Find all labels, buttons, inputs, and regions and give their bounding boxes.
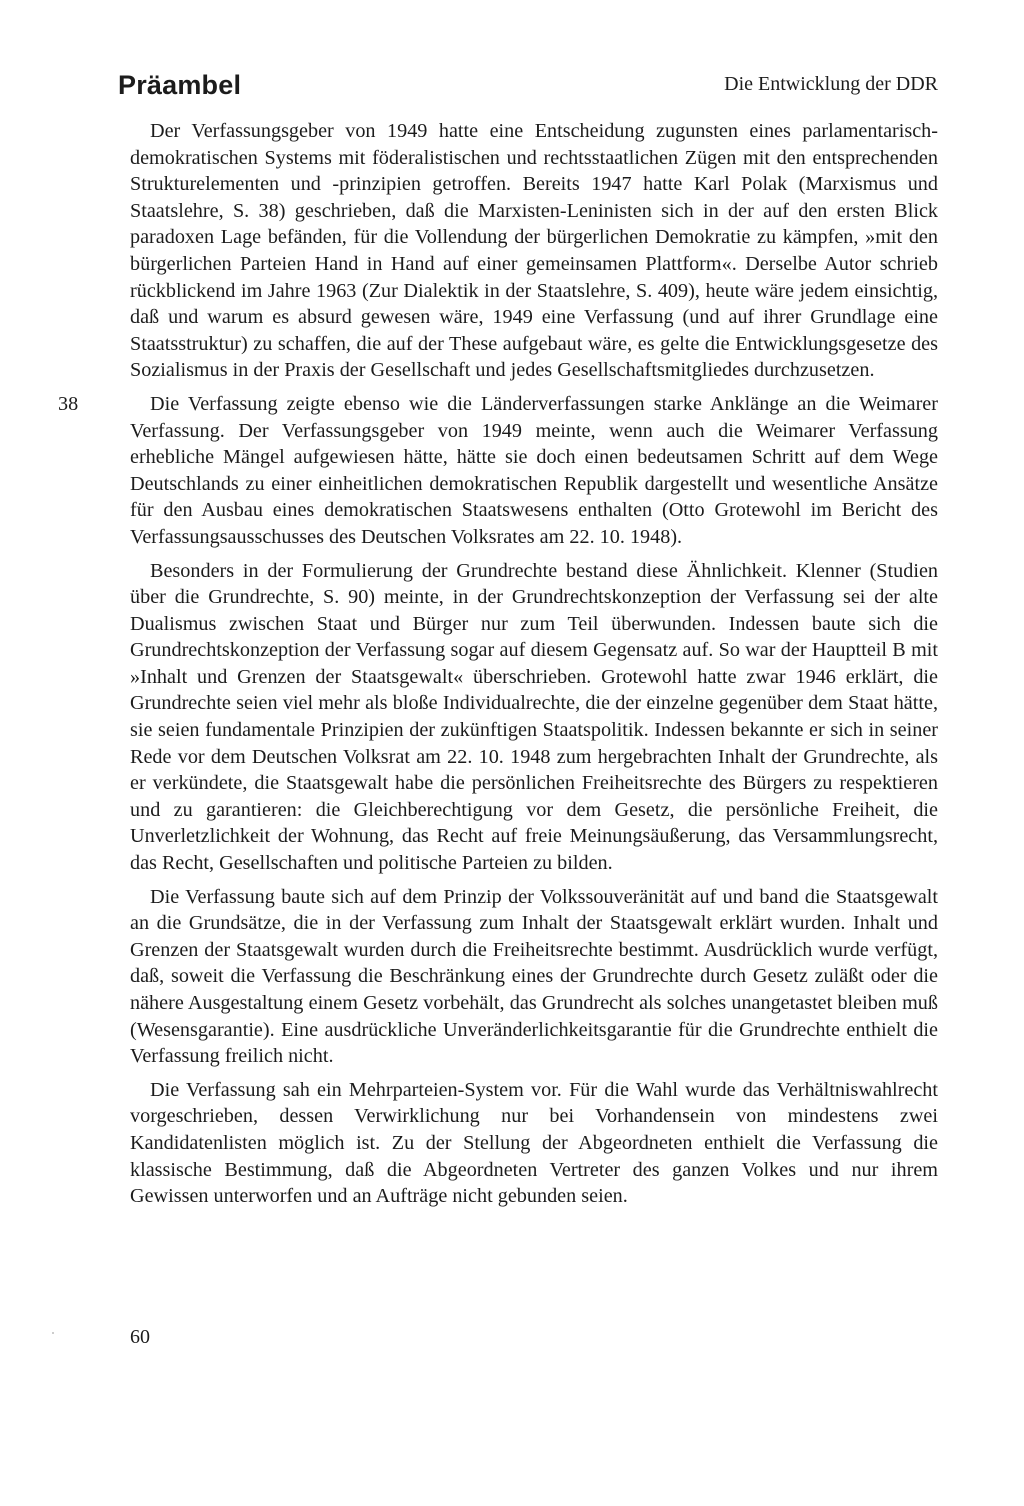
paragraph-text: Der Verfassungsgeber von 1949 hatte eine Entscheidung zugunsten eines parlamentarisch-demokratischen Systems mit föderalistischen und rechtsstaatlichen Zügen mit den entsprechenden Strukturelementen und -prinzipien getroffen. Bereits 1947 hatte Karl Polak (Marxismus und Staatslehre, S. 38) geschrieben, daß die Marxisten-Leninisten sich in der auf den ersten Blick paradoxen Lage befänden, für die Vollendung der bürgerlichen Demokratie zu kämpfen, »mit den bürgerlichen Parteien Hand in Hand auf einer gemeinsamen Plattform«. Derselbe Autor schrieb rückblickend im Jahre 1963 (Zur Dialektik in der Staatslehre, S. 409), heute wäre jedem einsichtig, daß und warum es absurd gewesen wäre, 1949 eine Verfassung (und auf ihrer Grundlage eine Staatsstruktur) zu schaffen, die auf der These aufgebaut wäre, es gelte die Entwicklungsgesetze des Sozialismus in der Praxis der Gesellschaft und jedes Gesellschaftsmitgliedes durchzusetzen.	[130, 120, 938, 382]
paragraph-text: Die Verfassung sah ein Mehrparteien-System vor. Für die Wahl wurde das Verhältniswahlrecht vorgeschrieben, dessen Verwirklichung nur bei Vorhandensein von mindestens zwei Kandidatenlisten möglich ist. Zu der Stellung der Abgeordneten enthielt die Verfassung die klassische Bestimmung, daß die Abgeordneten Vertreter des ganzen Volkes und nur ihrem Gewissen unterworfen und an Aufträge nicht gebunden seien.	[130, 1078, 938, 1208]
paragraph	[130, 1077, 938, 1210]
body-text	[58, 118, 938, 1217]
paragraph	[58, 391, 938, 551]
section-title: Präambel	[118, 70, 242, 100]
paragraph	[130, 558, 938, 877]
scan-speck	[52, 1332, 54, 1334]
paragraph	[130, 884, 938, 1070]
running-head: Die Entwicklung der DDR	[724, 73, 938, 95]
paragraph-text: Die Verfassung zeigte ebenso wie die Länderverfassungen starke Anklänge an die Weimarer Verfassung. Der Verfassungsgeber von 1949 meinte, wenn auch die Weimarer Verfassung erhebliche Mängel aufgewiesen hätte, hätte sie doch einen bedeutsamen Schritt auf dem Wege Deutschlands zu einer einheitlichen demokratischen Republik dargestellt und wesentliche Ansätze für den Ausbau eines demokratischen Staatswesens enthalten (Otto Grotewohl im Bericht des Verfassungsausschusses des Deutschen Volksrates am 22. 10. 1948).	[130, 392, 938, 548]
margin-number: 38	[58, 392, 79, 415]
paragraph-text: Die Verfassung baute sich auf dem Prinzip der Volkssouveränität auf und band die Staatsgewalt an die Grundsätze, die in der Verfassung zum Inhalt der Staatsgewalt erklärt wurden. Inhalt und Grenzen der Staatsgewalt wurden durch die Freiheitsrechte bestimmt. Ausdrücklich wurde verfügt, daß, soweit die Verfassung die Beschränkung eines der Grundrechte durch Gesetz zuläßt oder die nähere Ausgestaltung einem Gesetz vorbehält, das Grundrecht als solches unangetastet bleiben muß (Wesensgarantie). Eine ausdrückliche Unveränderlichkeitsgarantie für die Grundrechte enthielt die Verfassung freilich nicht.	[130, 885, 938, 1068]
page-number: 60	[130, 1326, 150, 1348]
paragraph	[130, 118, 938, 384]
paragraph-text: Besonders in der Formulierung der Grundrechte bestand diese Ähnlichkeit. Klenner (Studien über die Grundrechte, S. 90) meinte, in der Grundrechtskonzeption der Verfassung sei der alte Dualismus zwischen Staat und Bürger nur zum Teil überwunden. Indessen baute sich die Grundrechtskonzeption der Verfassung sogar auf diesem Gegensatz auf. So war der Hauptteil B mit »Inhalt und Grenzen der Staatsgewalt« überschrieben. Grotewohl hatte zwar 1946 erklärt, die Grundrechte seien viel mehr als bloße Individualrechte, die der einzelne gegenüber dem Staat hätte, sie seien fundamentale Prinzipien der zukünftigen Staatspolitik. Indessen bekannte er sich in seiner Rede vor dem Deutschen Volksrat am 22. 10. 1948 zum hergebrachten Inhalt der Grundrechte, als er verkündete, die Staatsgewalt habe die persönlichen Freiheitsrechte des Bürgers zu respektieren und zu garantieren: die Gleichberechtigung vor dem Gesetz, die persönliche Freiheit, die Unverletzlichkeit der Wohnung, das Recht auf freie Meinungsäußerung, das Versammlungsrecht, das Recht, Gesellschaften und politische Parteien zu bilden.	[130, 559, 938, 875]
